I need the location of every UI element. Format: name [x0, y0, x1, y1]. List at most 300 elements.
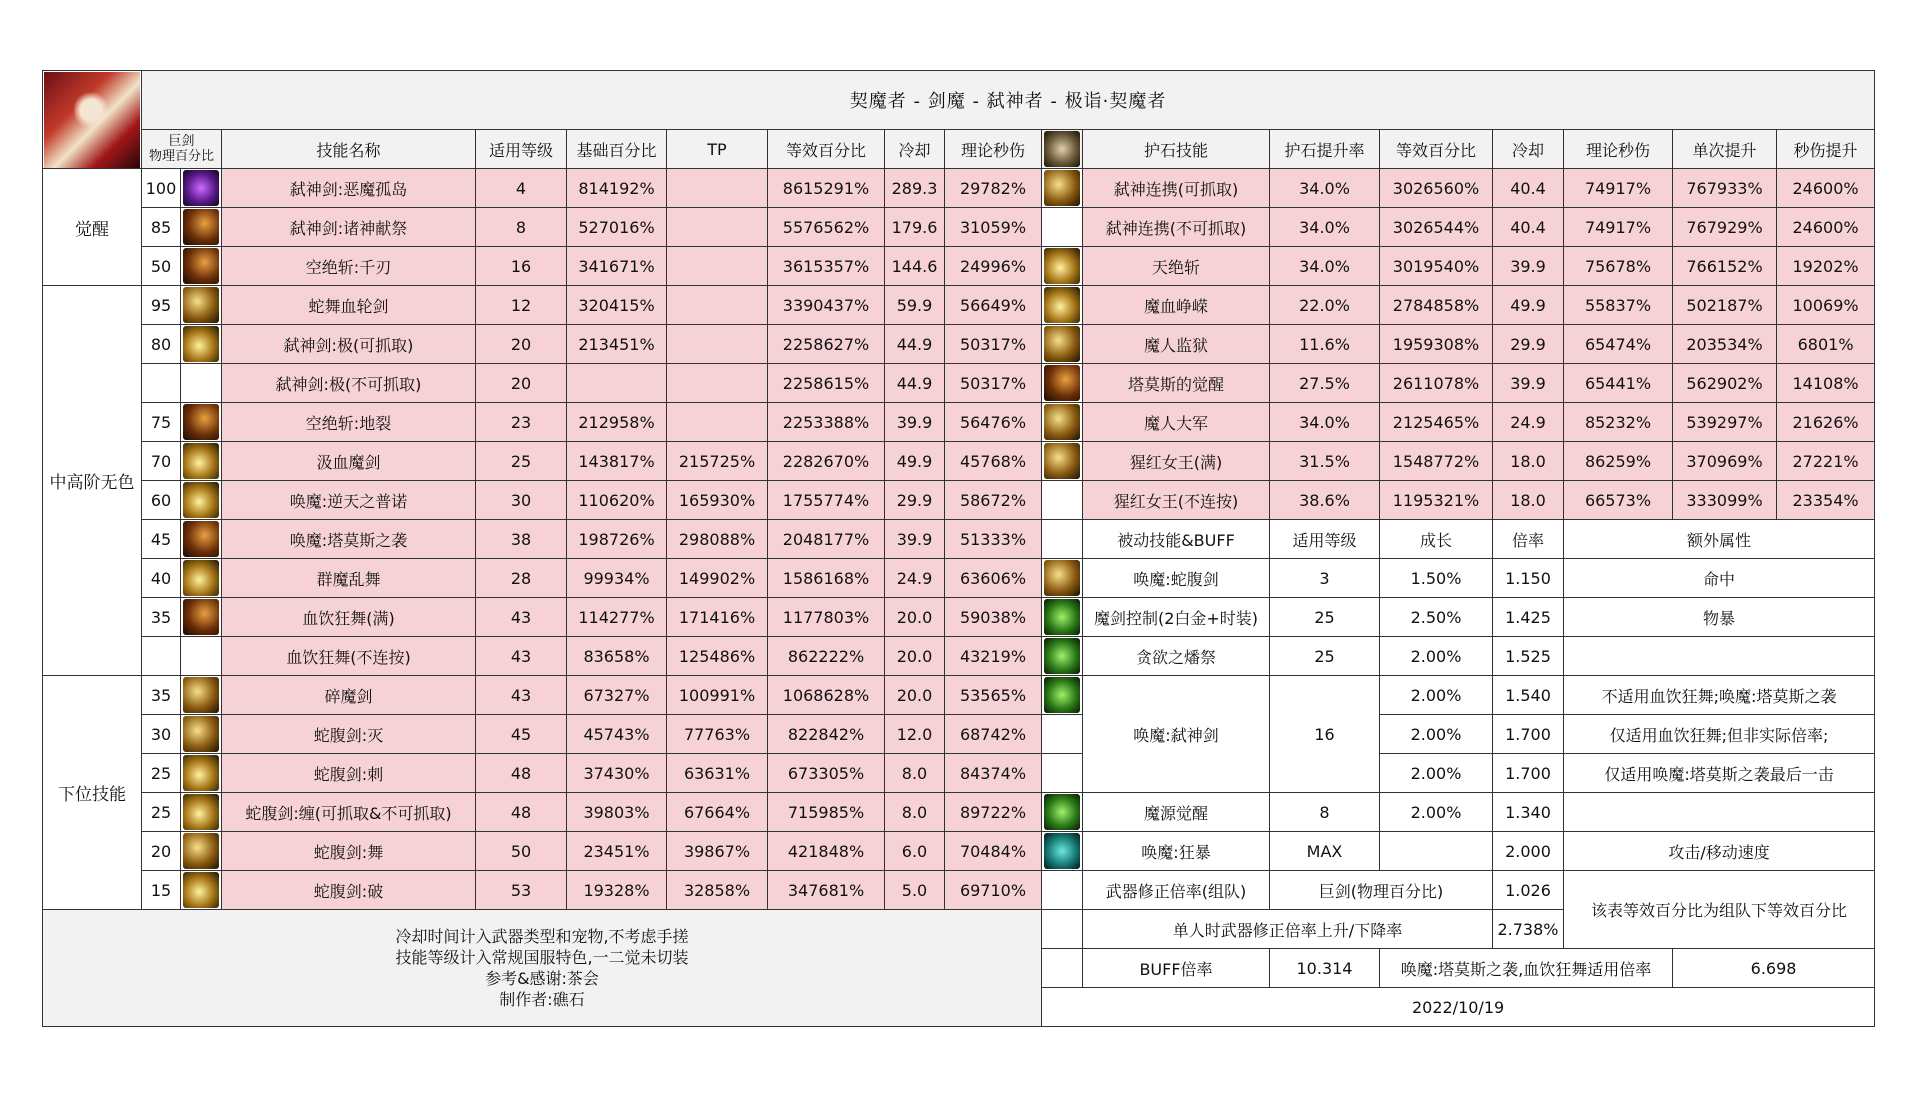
- skill-name: 蛇腹剑:舞: [222, 832, 476, 871]
- skill-dps: 53565%: [945, 676, 1042, 715]
- skill-tp: 149902%: [667, 559, 768, 598]
- skill-tp: 32858%: [667, 871, 768, 910]
- category-mid-high: 中高阶无色: [43, 286, 142, 676]
- skill-name: 蛇腹剑:刺: [222, 754, 476, 793]
- skill-icon-cell: [181, 247, 222, 286]
- skill-icon-cell: [181, 403, 222, 442]
- skill-icon: [183, 443, 219, 479]
- weapon-pct: 40: [142, 559, 181, 598]
- talisman-dps: 55837%: [1564, 286, 1673, 325]
- talisman-icon: [1044, 443, 1080, 479]
- header-dps-gain: 秒伤提升: [1777, 130, 1875, 169]
- skill-equiv: 5576562%: [768, 208, 885, 247]
- skill-base: 83658%: [567, 637, 667, 676]
- skill-level: 25: [476, 442, 567, 481]
- skill-equiv: 421848%: [768, 832, 885, 871]
- talisman-name: 弑神连携(可抓取): [1083, 169, 1270, 208]
- skill-icon-cell: [181, 559, 222, 598]
- skill-base: 814192%: [567, 169, 667, 208]
- skill-cd: 144.6: [885, 247, 945, 286]
- passive-extra: 物暴: [1564, 598, 1875, 637]
- passive-extra: [1564, 637, 1875, 676]
- talisman-equiv: 3026560%: [1380, 169, 1493, 208]
- talisman-dps: 75678%: [1564, 247, 1673, 286]
- skill-dps: 43219%: [945, 637, 1042, 676]
- passive-ratio: 1.340: [1493, 793, 1564, 832]
- skill-name: 汲血魔剑: [222, 442, 476, 481]
- skill-icon: [183, 677, 219, 713]
- talisman-gain: 6801%: [1777, 325, 1875, 364]
- portrait-image: [44, 72, 140, 168]
- talisman-cd: 24.9: [1493, 403, 1564, 442]
- passive-ratio: 1.540: [1493, 676, 1564, 715]
- skill-base: 198726%: [567, 520, 667, 559]
- skill-dps: 45768%: [945, 442, 1042, 481]
- talisman-dps: 74917%: [1564, 169, 1673, 208]
- weapon-pct: 35: [142, 676, 181, 715]
- skill-dps: 29782%: [945, 169, 1042, 208]
- skill-cd: 6.0: [885, 832, 945, 871]
- passive-extra: [1564, 793, 1875, 832]
- footer-line-3: 参考&感谢:茶会: [485, 969, 599, 988]
- talisman-cd: 40.4: [1493, 208, 1564, 247]
- skill-cd: 39.9: [885, 520, 945, 559]
- skill-equiv: 3615357%: [768, 247, 885, 286]
- talisman-gain: 23354%: [1777, 481, 1875, 520]
- passive-name: 唤魔:弑神剑: [1083, 676, 1270, 793]
- skill-cd: 12.0: [885, 715, 945, 754]
- weapon-pct: 25: [142, 754, 181, 793]
- skill-name: 弑神剑:恶魔孤岛: [222, 169, 476, 208]
- header-weapon-sub: 物理百分比: [148, 149, 214, 164]
- skill-dps: 58672%: [945, 481, 1042, 520]
- talisman-equiv: 2125465%: [1380, 403, 1493, 442]
- passive-growth: 2.50%: [1380, 598, 1493, 637]
- skill-name: 血饮狂舞(满): [222, 598, 476, 637]
- skill-level: 16: [476, 247, 567, 286]
- table-row: [43, 637, 1875, 676]
- skill-name: 唤魔:逆天之普诺: [222, 481, 476, 520]
- skill-base: 110620%: [567, 481, 667, 520]
- table-row: [43, 442, 1875, 481]
- skill-icon: [183, 287, 219, 323]
- skill-base: 45743%: [567, 715, 667, 754]
- talisman-dps: 65474%: [1564, 325, 1673, 364]
- header-t-cooldown: 冷却: [1493, 130, 1564, 169]
- passive-growth: 2.00%: [1380, 754, 1493, 793]
- talisman-cd: 18.0: [1493, 481, 1564, 520]
- table-row: [43, 832, 1875, 871]
- passive-name: 唤魔:蛇腹剑: [1083, 559, 1270, 598]
- skill-cd: 44.9: [885, 364, 945, 403]
- talisman-rate: 31.5%: [1270, 442, 1380, 481]
- skill-name: 空绝斩:地裂: [222, 403, 476, 442]
- skill-cd: 29.9: [885, 481, 945, 520]
- talisman-name: 魔血峥嵘: [1083, 286, 1270, 325]
- skill-icon: [183, 521, 219, 557]
- skill-icon: [183, 404, 219, 440]
- talisman-single: 767929%: [1673, 208, 1777, 247]
- skill-equiv: 673305%: [768, 754, 885, 793]
- talisman-name: 猩红女王(满): [1083, 442, 1270, 481]
- skill-equiv: 2253388%: [768, 403, 885, 442]
- passive-icon-cell: [1042, 559, 1083, 598]
- skill-equiv: 822842%: [768, 715, 885, 754]
- passive-icon: [1044, 560, 1080, 596]
- skill-equiv: 2048177%: [768, 520, 885, 559]
- weapon-mod-type: 巨剑(物理百分比): [1270, 871, 1493, 910]
- weapon-pct: 80: [142, 325, 181, 364]
- skill-icon: [183, 833, 219, 869]
- skill-cd: 59.9: [885, 286, 945, 325]
- dps-table: [42, 70, 1875, 1027]
- weapon-pct: 100: [142, 169, 181, 208]
- skill-tp: 100991%: [667, 676, 768, 715]
- passive-icon-cell: [1042, 754, 1083, 793]
- skill-icon-cell: [181, 637, 222, 676]
- header-equiv-pct: 等效百分比: [768, 130, 885, 169]
- skill-dps: 56476%: [945, 403, 1042, 442]
- passive-extra: 仅适用唤魔:塔莫斯之袭最后一击: [1564, 754, 1875, 793]
- talisman-cd: 39.9: [1493, 364, 1564, 403]
- weapon-mod-value: 1.026: [1493, 871, 1564, 910]
- footer-line-4: 制作者:礁石: [499, 990, 585, 1009]
- skill-tp: [667, 286, 768, 325]
- table-row: [43, 598, 1875, 637]
- table-row: [43, 403, 1875, 442]
- skill-dps: 56649%: [945, 286, 1042, 325]
- skill-base: 99934%: [567, 559, 667, 598]
- header-weapon: [142, 130, 222, 169]
- talisman-gain: 10069%: [1777, 286, 1875, 325]
- skill-cd: 24.9: [885, 559, 945, 598]
- skill-base: 19328%: [567, 871, 667, 910]
- talisman-emblem-icon: [1044, 131, 1080, 167]
- weapon-mod-label: 武器修正倍率(组队): [1083, 871, 1270, 910]
- weapon-pct: 85: [142, 208, 181, 247]
- talisman-icon-cell: [1042, 286, 1083, 325]
- talisman-name: 猩红女王(不连按): [1083, 481, 1270, 520]
- passive-icon-cell: [1042, 793, 1083, 832]
- skill-base: 341671%: [567, 247, 667, 286]
- skill-icon-cell: [181, 793, 222, 832]
- talisman-dps: 85232%: [1564, 403, 1673, 442]
- passive-growth: 1.50%: [1380, 559, 1493, 598]
- weapon-pct: 95: [142, 286, 181, 325]
- skill-cd: 8.0: [885, 793, 945, 832]
- footer-notes: [43, 910, 1042, 1027]
- passive-header-extra: 额外属性: [1564, 520, 1875, 559]
- table-row: [43, 520, 1875, 559]
- skill-icon-cell: [181, 208, 222, 247]
- passive-ratio: 2.000: [1493, 832, 1564, 871]
- weapon-pct: 35: [142, 598, 181, 637]
- skill-level: 48: [476, 754, 567, 793]
- skill-base: 23451%: [567, 832, 667, 871]
- weapon-pct: 20: [142, 832, 181, 871]
- weapon-pct: [142, 637, 181, 676]
- passive-icon: [1044, 833, 1080, 869]
- skill-tp: 67664%: [667, 793, 768, 832]
- table-row: [43, 169, 1875, 208]
- talisman-icon-cell: [1042, 208, 1083, 247]
- skill-cd: 5.0: [885, 871, 945, 910]
- skill-base: 114277%: [567, 598, 667, 637]
- passive-growth: 2.00%: [1380, 676, 1493, 715]
- skill-icon-cell: [181, 286, 222, 325]
- passive-growth: [1380, 832, 1493, 871]
- skill-tp: 125486%: [667, 637, 768, 676]
- skill-dps: 89722%: [945, 793, 1042, 832]
- weapon-pct: [142, 364, 181, 403]
- skill-icon: [183, 755, 219, 791]
- skill-level: 23: [476, 403, 567, 442]
- table-row: [43, 364, 1875, 403]
- weapon-pct: 45: [142, 520, 181, 559]
- skill-name: 蛇舞血轮剑: [222, 286, 476, 325]
- skill-level: 8: [476, 208, 567, 247]
- buff-value: 10.314: [1270, 949, 1380, 988]
- skill-name: 蛇腹剑:破: [222, 871, 476, 910]
- category-low: 下位技能: [43, 676, 142, 910]
- skill-equiv: 347681%: [768, 871, 885, 910]
- passive-icon-cell: [1042, 832, 1083, 871]
- talisman-cd: 40.4: [1493, 169, 1564, 208]
- skill-dps: 31059%: [945, 208, 1042, 247]
- passive-level: MAX: [1270, 832, 1380, 871]
- passive-name: 魔源觉醒: [1083, 793, 1270, 832]
- talisman-equiv: 2784858%: [1380, 286, 1493, 325]
- talisman-equiv: 1548772%: [1380, 442, 1493, 481]
- talisman-gain: 19202%: [1777, 247, 1875, 286]
- passive-level: 25: [1270, 637, 1380, 676]
- talisman-icon: [1044, 365, 1080, 401]
- passive-icon-cell: [1042, 598, 1083, 637]
- skill-base: 213451%: [567, 325, 667, 364]
- passive-header-ratio: 倍率: [1493, 520, 1564, 559]
- skill-tp: 63631%: [667, 754, 768, 793]
- skill-base: 39803%: [567, 793, 667, 832]
- page-title: 契魔者 - 剑魔 - 弑神者 - 极诣·契魔者: [142, 71, 1875, 130]
- skill-cd: 49.9: [885, 442, 945, 481]
- talisman-equiv: 1195321%: [1380, 481, 1493, 520]
- skill-cd: 8.0: [885, 754, 945, 793]
- passive-icon-cell: [1042, 637, 1083, 676]
- skill-level: 43: [476, 676, 567, 715]
- skill-icon-cell: [181, 481, 222, 520]
- talisman-equiv: 3026544%: [1380, 208, 1493, 247]
- skill-name: 唤魔:塔莫斯之袭: [222, 520, 476, 559]
- header-talisman-rate: 护石提升率: [1270, 130, 1380, 169]
- skill-dps: 24996%: [945, 247, 1042, 286]
- skill-tp: [667, 208, 768, 247]
- talisman-gain: 24600%: [1777, 208, 1875, 247]
- passive-growth: 2.00%: [1380, 637, 1493, 676]
- talisman-header-icon-cell: [1042, 130, 1083, 169]
- buff-label: BUFF倍率: [1083, 949, 1270, 988]
- passive-name: 贪欲之燔祭: [1083, 637, 1270, 676]
- header-talisman-skill: 护石技能: [1083, 130, 1270, 169]
- talisman-single: 502187%: [1673, 286, 1777, 325]
- skill-equiv: 1755774%: [768, 481, 885, 520]
- passive-icon-cell: [1042, 676, 1083, 715]
- skill-icon: [183, 599, 219, 635]
- talisman-rate: 34.0%: [1270, 169, 1380, 208]
- skill-equiv: 862222%: [768, 637, 885, 676]
- skill-tp: 39867%: [667, 832, 768, 871]
- talisman-dps: 65441%: [1564, 364, 1673, 403]
- passive-header-growth: 成长: [1380, 520, 1493, 559]
- talisman-rate: 38.6%: [1270, 481, 1380, 520]
- passive-level: 16: [1270, 676, 1380, 793]
- skill-equiv: 1586168%: [768, 559, 885, 598]
- skill-icon: [183, 326, 219, 362]
- skill-base: 212958%: [567, 403, 667, 442]
- skill-equiv: 3390437%: [768, 286, 885, 325]
- table-row: [43, 481, 1875, 520]
- passive-icon-cell: [1042, 910, 1083, 949]
- talisman-gain: 14108%: [1777, 364, 1875, 403]
- skill-level: 38: [476, 520, 567, 559]
- skill-tp: [667, 364, 768, 403]
- weapon-pct: 75: [142, 403, 181, 442]
- talisman-equiv: 3019540%: [1380, 247, 1493, 286]
- single-weapon-mod-label: 单人时武器修正倍率上升/下降率: [1083, 910, 1493, 949]
- talisman-dps: 74917%: [1564, 208, 1673, 247]
- skill-icon-cell: [181, 715, 222, 754]
- talisman-name: 弑神连携(不可抓取): [1083, 208, 1270, 247]
- weapon-pct: 50: [142, 247, 181, 286]
- header-single-gain: 单次提升: [1673, 130, 1777, 169]
- talisman-cd: 18.0: [1493, 442, 1564, 481]
- skill-name: 群魔乱舞: [222, 559, 476, 598]
- passive-icon: [1044, 599, 1080, 635]
- category-awaken: 觉醒: [43, 169, 142, 286]
- footer-line-2: 技能等级计入常规国服特色,一二觉未切装: [395, 948, 689, 967]
- skill-cd: 20.0: [885, 637, 945, 676]
- skill-level: 30: [476, 481, 567, 520]
- skill-base: 67327%: [567, 676, 667, 715]
- talisman-name: 魔人监狱: [1083, 325, 1270, 364]
- passive-growth: 2.00%: [1380, 793, 1493, 832]
- talisman-cd: 39.9: [1493, 247, 1564, 286]
- skill-tp: 77763%: [667, 715, 768, 754]
- header-cooldown: 冷却: [885, 130, 945, 169]
- passive-icon-cell: [1042, 715, 1083, 754]
- talisman-dps: 86259%: [1564, 442, 1673, 481]
- talisman-rate: 22.0%: [1270, 286, 1380, 325]
- skill-base: [567, 364, 667, 403]
- talisman-icon-cell: [1042, 403, 1083, 442]
- skill-base: 527016%: [567, 208, 667, 247]
- skill-icon-cell: [181, 598, 222, 637]
- single-weapon-mod-value: 2.738%: [1493, 910, 1564, 949]
- talisman-equiv: 2611078%: [1380, 364, 1493, 403]
- table-row: [43, 559, 1875, 598]
- talisman-icon-cell: [1042, 481, 1083, 520]
- talisman-gain: 24600%: [1777, 169, 1875, 208]
- passive-level: 3: [1270, 559, 1380, 598]
- skill-icon: [183, 482, 219, 518]
- skill-icon-cell: [181, 325, 222, 364]
- skill-icon-cell: [181, 676, 222, 715]
- skill-equiv: 2282670%: [768, 442, 885, 481]
- awaken-2-icon: [183, 209, 219, 245]
- skill-level: 12: [476, 286, 567, 325]
- passive-icon: [1044, 677, 1080, 713]
- passive-ratio: 1.525: [1493, 637, 1564, 676]
- passive-icon-cell: [1042, 871, 1083, 910]
- skill-base: 37430%: [567, 754, 667, 793]
- talisman-single: 766152%: [1673, 247, 1777, 286]
- talisman-rate: 27.5%: [1270, 364, 1380, 403]
- skill-equiv: 715985%: [768, 793, 885, 832]
- talisman-rate: 11.6%: [1270, 325, 1380, 364]
- skill-cd: 179.6: [885, 208, 945, 247]
- sheet-wrapper: [42, 70, 1874, 1027]
- skill-icon: [183, 716, 219, 752]
- table-row: [43, 871, 1875, 910]
- skill-name: 弑神剑:极(可抓取): [222, 325, 476, 364]
- skill-name: 弑神剑:极(不可抓取): [222, 364, 476, 403]
- skill-tp: [667, 169, 768, 208]
- talisman-single: 539297%: [1673, 403, 1777, 442]
- skill-icon-cell: [181, 520, 222, 559]
- header-weapon-label: 巨剑: [168, 134, 195, 149]
- table-row: [43, 754, 1875, 793]
- talisman-gain: 21626%: [1777, 403, 1875, 442]
- skill-equiv: 1068628%: [768, 676, 885, 715]
- passive-icon-cell: [1042, 520, 1083, 559]
- talisman-rate: 34.0%: [1270, 403, 1380, 442]
- table-row: [43, 286, 1875, 325]
- talisman-icon-cell: [1042, 364, 1083, 403]
- passive-extra: 攻击/移动速度: [1564, 832, 1875, 871]
- awaken-3-icon: [183, 248, 219, 284]
- talisman-dps: 66573%: [1564, 481, 1673, 520]
- passive-growth: 2.00%: [1380, 715, 1493, 754]
- talisman-single: 203534%: [1673, 325, 1777, 364]
- weapon-pct: 25: [142, 793, 181, 832]
- skill-icon: [183, 872, 219, 908]
- skill-cd: 20.0: [885, 676, 945, 715]
- passive-header-level: 适用等级: [1270, 520, 1380, 559]
- passive-extra: 仅适用血饮狂舞;但非实际倍率;: [1564, 715, 1875, 754]
- talisman-icon: [1044, 248, 1080, 284]
- skill-level: 28: [476, 559, 567, 598]
- skill-name: 血饮狂舞(不连按): [222, 637, 476, 676]
- skill-name: 弑神剑:诸神献祭: [222, 208, 476, 247]
- skill-level: 20: [476, 325, 567, 364]
- talisman-rate: 34.0%: [1270, 247, 1380, 286]
- header-t-equiv-pct: 等效百分比: [1380, 130, 1493, 169]
- skill-cd: 44.9: [885, 325, 945, 364]
- skill-icon-cell: [181, 364, 222, 403]
- talisman-cd: 49.9: [1493, 286, 1564, 325]
- talisman-icon: [1044, 404, 1080, 440]
- passive-header-name: 被动技能&BUFF: [1083, 520, 1270, 559]
- passive-icon: [1044, 638, 1080, 674]
- awaken-1-icon: [183, 170, 219, 206]
- talisman-icon-cell: [1042, 247, 1083, 286]
- talisman-single: 333099%: [1673, 481, 1777, 520]
- skill-icon-cell: [181, 871, 222, 910]
- talisman-single: 767933%: [1673, 169, 1777, 208]
- skill-icon: [183, 794, 219, 830]
- table-row: [43, 715, 1875, 754]
- passive-icon-cell: [1042, 949, 1083, 988]
- table-row: [43, 208, 1875, 247]
